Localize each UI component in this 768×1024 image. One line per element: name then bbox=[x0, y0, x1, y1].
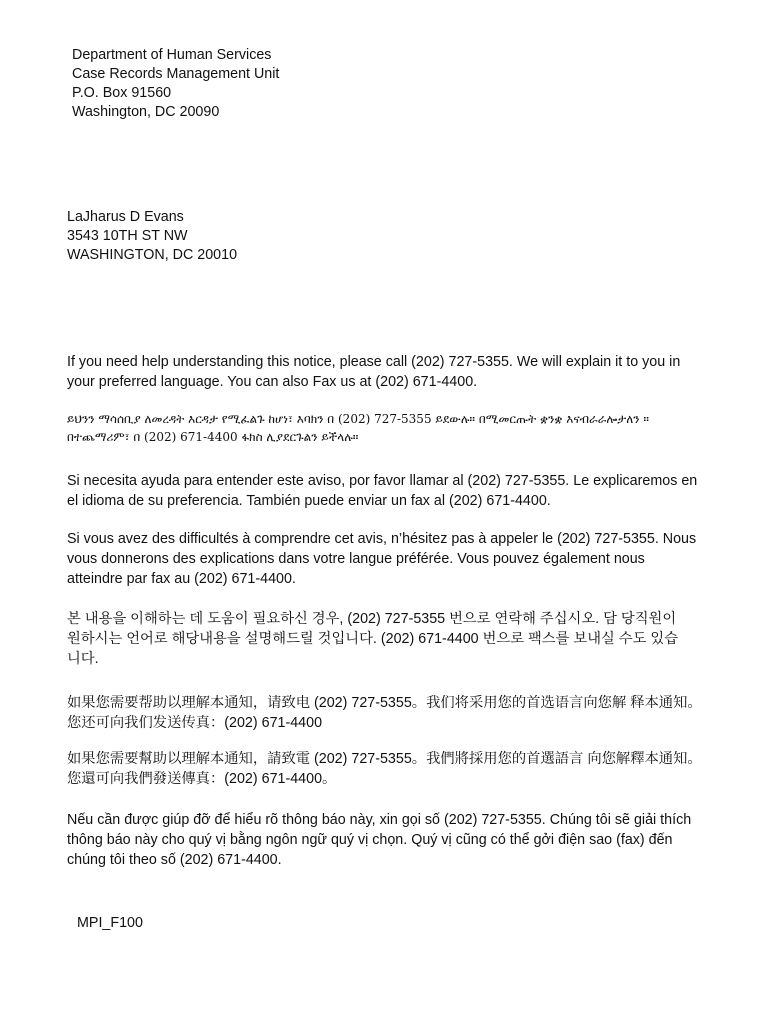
notice-line: 니다. bbox=[67, 651, 99, 667]
notice-line: 您还可向我们发送传真：(202) 671-4400 bbox=[67, 715, 323, 731]
sender-address bbox=[72, 46, 279, 122]
recipient-line: 3543 10TH ST NW bbox=[67, 228, 188, 244]
notice-french bbox=[67, 529, 742, 589]
sender-line: Case Records Management Unit bbox=[72, 66, 280, 82]
notice-line: 如果您需要帮助以理解本通知，请致电 (202) 727-5355。我们将采用您的首选语言向您解 释本通知。 bbox=[67, 695, 702, 711]
recipient-line: LaJharus D Evans bbox=[67, 209, 184, 225]
notice-line: vous donnerons des explications dans votre langue préférée. Vous pouvez également nous bbox=[67, 551, 645, 567]
notice-line: በተጨማሪም፣ በ (202) 671-4400 ፋክስ ሊያደርጉልን ይችላሉ። bbox=[67, 430, 359, 444]
notice-line: 您還可向我們發送傳真：(202) 671-4400。 bbox=[67, 771, 337, 787]
notice-line: thông báo này cho quý vị bằng ngôn ngữ quý vị chọn. Quý vị cũng có thể gởi điện sao (fax) đến bbox=[67, 832, 673, 848]
notice-spanish bbox=[67, 471, 742, 511]
recipient-line: WASHINGTON, DC 20010 bbox=[67, 247, 238, 263]
notice-line: chúng tôi theo số (202) 671-4400. bbox=[67, 852, 282, 868]
notice-line: 본 내용을 이해하는 데 도움이 필요하신 경우, (202) 727-5355 번으로 연락해 주십시오. 담 당직원이 bbox=[67, 611, 677, 627]
notice-line: atteindre par fax au (202) 671-4400. bbox=[67, 571, 296, 587]
notice-line: Si necesita ayuda para entender este aviso, por favor llamar al (202) 727-5355. Le explicaremos en bbox=[67, 473, 698, 489]
notice-line: Si vous avez des difficultés à comprendre cet avis, n’hésitez pas à appeler le (202) 727-5355. Nous bbox=[67, 531, 697, 547]
sender-line: Washington, DC 20090 bbox=[72, 104, 220, 120]
notice-english bbox=[67, 352, 742, 392]
notice-vietnamese bbox=[67, 810, 742, 870]
sender-line: Department of Human Services bbox=[72, 47, 272, 63]
recipient-address bbox=[67, 208, 237, 265]
notice-korean bbox=[67, 609, 742, 669]
notice-line: Nếu cần được giúp đỡ để hiểu rõ thông báo này, xin gọi số (202) 727-5355. Chúng tôi sẽ giải thích bbox=[67, 812, 692, 828]
notice-amharic bbox=[67, 410, 742, 446]
notice-line: 원하시는 언어로 해당내용을 설명해드릴 것입니다. (202) 671-4400 번으로 팩스를 보내실 수도 있습 bbox=[67, 631, 679, 647]
notice-line: your preferred language. You can also Fax us at (202) 671-4400. bbox=[67, 374, 478, 390]
notice-line: el idioma de su preferencia. También puede enviar un fax al (202) 671-4400. bbox=[67, 493, 551, 509]
notice-chinese-simplified bbox=[67, 693, 742, 733]
notice-chinese-traditional bbox=[67, 749, 742, 789]
notice-line: 如果您需要幫助以理解本通知，請致電 (202) 727-5355。我們將採用您的首選語言 向您解釋本通知。 bbox=[67, 751, 702, 767]
notice-line: ይህንን ማሳሰቢያ ለመረዳት እርዳታ የሚፈልጉ ከሆነ፣ እባክን በ (202) 727-5355 ይደውሉ። በሚመርጡት ቋንቋ እናብራራሎታለን ። bbox=[67, 412, 649, 426]
sender-line: P.O. Box 91560 bbox=[72, 85, 172, 101]
notice-line: If you need help understanding this notice, please call (202) 727-5355. We will explain it to you in bbox=[67, 354, 681, 370]
form-code: MPI_F100 bbox=[77, 915, 143, 931]
